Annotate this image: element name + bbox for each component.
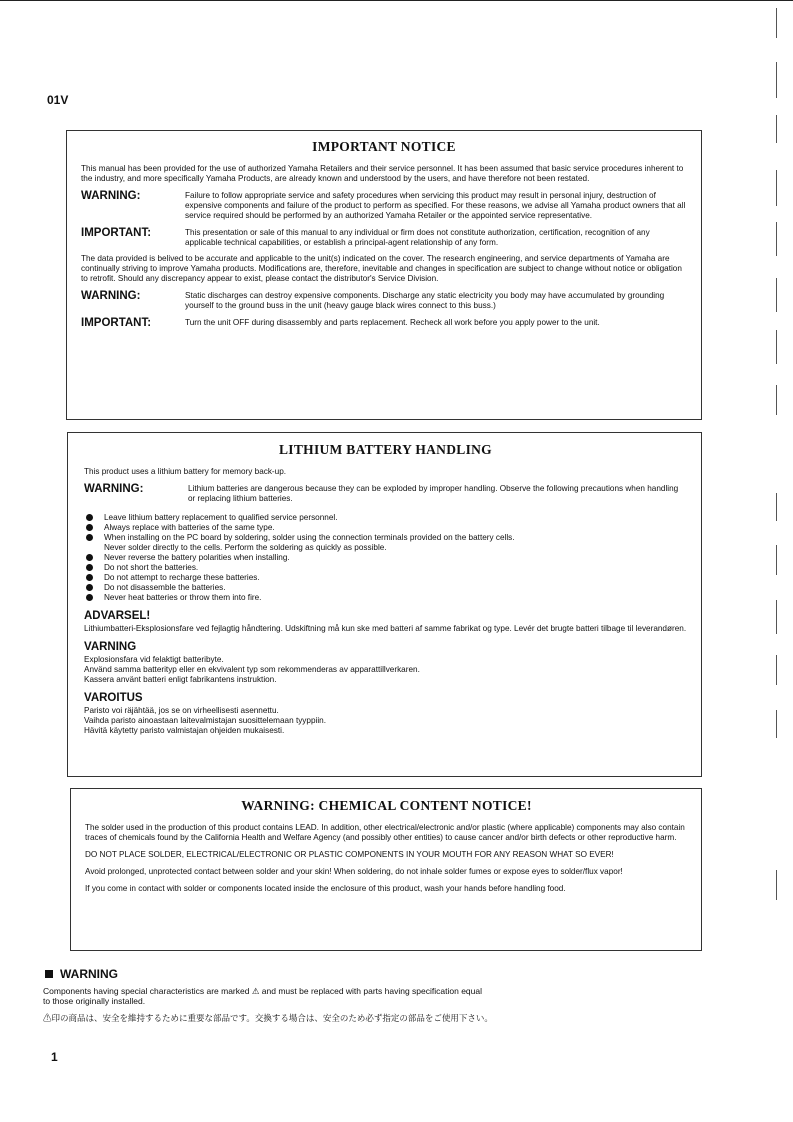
- list-item: Always replace with batteries of the same type.: [84, 523, 687, 533]
- varoitus-line: Vaihda paristo ainoastaan laitevalmistajan suosittelemaan tyyppiin.: [84, 716, 326, 725]
- scan-edge-mark: [776, 870, 777, 900]
- scan-edge-mark: [776, 385, 777, 415]
- model-label: 01V: [47, 93, 69, 107]
- lithium-intro: This product uses a lithium battery for memory back-up.: [84, 467, 287, 476]
- varoitus-heading: VAROITUS: [84, 692, 143, 704]
- components-warning-heading: WARNING: [43, 967, 743, 981]
- components-warning-line: to those originally installed.: [43, 996, 146, 1006]
- scan-edge-mark: [776, 655, 777, 685]
- list-item: Do not disassemble the batteries.: [84, 583, 687, 593]
- square-bullet-icon: [45, 970, 53, 978]
- lithium-warning-row: [84, 483, 687, 504]
- varoitus-line: Paristo voi räjähtää, jos se on virheellisesti asennettu.: [84, 706, 279, 715]
- list-item: Never reverse the battery polarities when installing.: [84, 553, 687, 563]
- varning-line: Kassera använt batteri enligt fabrikantens instruktion.: [84, 675, 277, 684]
- scan-edge-mark: [776, 600, 777, 634]
- scan-edge-mark: [776, 545, 777, 575]
- scan-edge-mark: [776, 493, 777, 521]
- lithium-title: LITHIUM BATTERY HANDLING: [278, 442, 492, 457]
- list-item: Never heat batteries or throw them into fire.: [84, 593, 687, 603]
- components-warning-line: Components having special characteristics are marked ⚠ and must be replaced with parts having specification equal: [43, 986, 482, 996]
- varoitus-line: Hävitä käytetty paristo valmistajan ohjeiden mukaisesti.: [84, 726, 285, 735]
- scan-edge-mark: [776, 62, 777, 98]
- list-item: Do not short the batteries.: [84, 563, 687, 573]
- power-important-row: [81, 317, 687, 329]
- list-item: Leave lithium battery replacement to qualified service personnel.: [84, 513, 687, 523]
- page-number: 1: [51, 1050, 58, 1064]
- important-label: IMPORTANT:: [81, 227, 152, 239]
- bullet-icon: [86, 574, 93, 581]
- static-warning-text: Static discharges can destroy expensive components. Discharge any static electricity you body may have accumulated by grounding yourself to the ground buss in the unit (heavy gauge black wires connect to this buss.): [185, 291, 665, 310]
- advarsel-heading: ADVARSEL!: [84, 610, 151, 622]
- lithium-battery-box: [67, 432, 702, 777]
- list-item: Do not attempt to recharge these batteries.: [84, 573, 687, 583]
- advarsel-text: Lithiumbatteri-Eksplosionsfare ved fejlagtig håndtering. Udskiftning må kun ske med batteri af samme fabrikat og type. Levér det brugte batteri tilbage til leverandøren.: [84, 624, 687, 633]
- important-label: IMPORTANT:: [81, 317, 152, 329]
- varning-heading: VARNING: [84, 641, 137, 653]
- varning-line: Använd samma batterityp eller en ekvivalent typ som rekommenderas av apparattillverkaren.: [84, 665, 420, 674]
- japanese-warning: ⚠印の商品は、安全を維持するために重要な部品です。交換する場合は、安全のため必ず指定の部品をご使用下さい。: [43, 1013, 493, 1023]
- static-warning-row: [81, 290, 687, 311]
- scan-edge-mark: [776, 115, 777, 143]
- warning-text: Failure to follow appropriate service and safety procedures when servicing this product may result in personal injury, destruction of expensive components and failure of the product to perform as specified. For these reasons, we advise all Yamaha product owners that all service required should be performed by an authorized Yamaha Retailer or the appointed service representative.: [185, 191, 686, 220]
- warning-label: WARNING:: [84, 483, 144, 495]
- top-rule: [0, 0, 793, 1]
- important-notice-box: [66, 130, 702, 420]
- warning-label: WARNING:: [81, 190, 141, 202]
- bullet-icon: [86, 584, 93, 591]
- chemical-notice-box: [70, 788, 702, 951]
- warning-label: WARNING:: [81, 290, 141, 302]
- list-item: When installing on the PC board by soldering, solder using the connection terminals provided on the battery cells.: [84, 533, 687, 543]
- list-item-continuation: Never solder directly to the cells. Perform the soldering as quickly as possible.: [104, 543, 387, 552]
- chemical-paragraph: DO NOT PLACE SOLDER, ELECTRICAL/ELECTRONIC OR PLASTIC COMPONENTS IN YOUR MOUTH FOR ANY REASON WHAT SO EVER!: [85, 850, 614, 859]
- scan-edge-mark: [776, 330, 777, 364]
- precaution-list: [84, 513, 687, 603]
- bullet-icon: [86, 554, 93, 561]
- chemical-paragraph: If you come in contact with solder or components located inside the enclosure of this product, wash your hands before handling food.: [85, 884, 566, 893]
- notice-important-row: [81, 227, 687, 248]
- bullet-icon: [86, 524, 93, 531]
- notice-title: IMPORTANT NOTICE: [312, 139, 456, 154]
- lithium-warning-text: Lithium batteries are dangerous because they can be exploded by improper handling. Observe the following precautions when handling or replacing lithium batteries.: [188, 484, 679, 503]
- important-text: This presentation or sale of this manual to any individual or firm does not constitute authorization, certification, recognition of any applicable technical capabilities, or establish a principal-agent relationship of any form.: [185, 228, 650, 247]
- notice-warning-row: [81, 190, 687, 221]
- scan-edge-mark: [776, 710, 777, 738]
- bullet-icon: [86, 534, 93, 541]
- varning-line: Explosionsfara vid felaktigt batteribyte.: [84, 655, 224, 664]
- power-important-text: Turn the unit OFF during disassembly and parts replacement. Recheck all work before you apply power to the unit.: [185, 318, 600, 327]
- chemical-paragraph: The solder used in the production of this product contains LEAD. In addition, other electrical/electronic and/or plastic (where applicable) components may also contain traces of chemicals found by the California Health and Welfare Agency (and possibly other entities) to cause cancer and/or birth defects or other reproductive harm.: [85, 823, 685, 842]
- bullet-icon: [86, 514, 93, 521]
- notice-intro: This manual has been provided for the use of authorized Yamaha Retailers and their service personnel. It has been assumed that basic service procedures inherent to the industry, and more specifically Yamaha Products, are already known and understood by the users, and have therefore not been restated.: [81, 164, 684, 183]
- bullet-icon: [86, 564, 93, 571]
- chemical-paragraph: Avoid prolonged, unprotected contact between solder and your skin! When soldering, do not inhale solder fumes or expose eyes to solder/flux vapor!: [85, 867, 623, 876]
- scan-edge-mark: [776, 222, 777, 256]
- scan-edge-mark: [776, 8, 777, 38]
- scan-edge-mark: [776, 278, 777, 312]
- chemical-title: WARNING: CHEMICAL CONTENT NOTICE!: [241, 798, 532, 813]
- components-warning-section: [43, 967, 743, 1023]
- scan-edge-mark: [776, 170, 777, 206]
- bullet-icon: [86, 594, 93, 601]
- data-paragraph: The data provided is belived to be accurate and applicable to the unit(s) indicated on the cover. The research engineering, and service departments of Yamaha are continually striving to improve Yamaha products. Modifications are, therefore, inevitable and changes in specification are subject to change without notice or obligation to retrofit. Should any discrepancy appear to exist, please contact the distributor's Service Division.: [81, 254, 682, 283]
